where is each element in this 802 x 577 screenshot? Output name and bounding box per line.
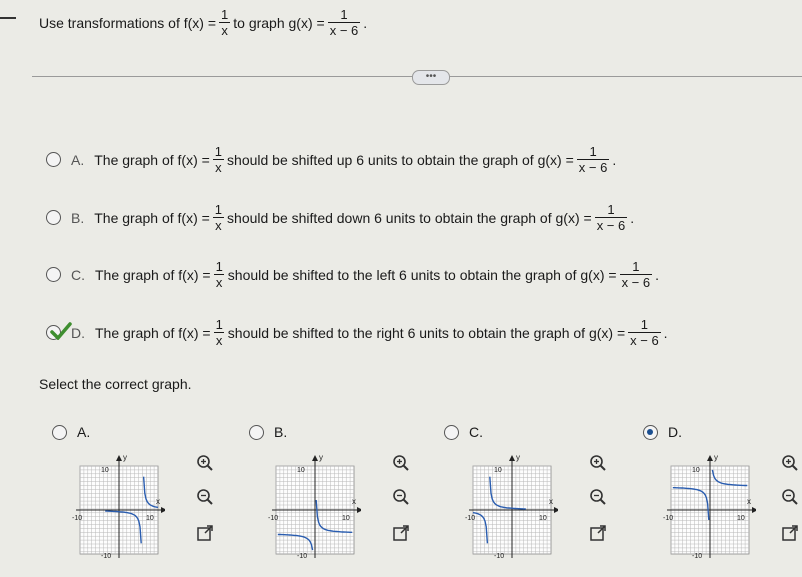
open-window-icon[interactable] xyxy=(781,524,799,542)
y-tick-label: -10 xyxy=(494,553,505,560)
graph-a xyxy=(70,448,165,563)
graph-choice-b[interactable]: B. xyxy=(249,424,287,440)
f-fraction: $\frac{1}{x}$ xyxy=(221,7,229,38)
x-arrow-icon xyxy=(161,507,165,513)
x-axis-label: x xyxy=(549,497,553,506)
option-d[interactable]: D. The graph of f(x) = $\frac{1}{x}$ should be shifted to the right 6 units to obtain the graph of g(x) = $\frac{1}{x - 6}$ . xyxy=(46,318,668,347)
graph-choice-d[interactable]: D. xyxy=(643,424,682,440)
x-tick-label: -10 xyxy=(72,515,83,522)
y-tick-label: -10 xyxy=(101,553,112,560)
option-c[interactable]: C. The graph of f(x) = $\frac{1}{x}$ should be shifted to the left 6 units to obtain the graph of g(x) = $\frac{1}{x - 6}$ . xyxy=(46,260,659,289)
zoom-in-icon[interactable] xyxy=(392,454,410,472)
more-button[interactable]: ••• xyxy=(412,70,450,85)
x-arrow-icon xyxy=(752,507,756,513)
x-tick-label: 10 xyxy=(737,515,745,522)
x-arrow-icon xyxy=(554,507,558,513)
x-tick-label: -10 xyxy=(663,515,674,522)
checkmark-icon xyxy=(50,322,72,340)
x-tick-label: -10 xyxy=(465,515,476,522)
y-arrow-icon xyxy=(116,455,122,461)
x-arrow-icon xyxy=(357,507,361,513)
option-a[interactable]: A. The graph of f(x) = $\frac{1}{x}$ should be shifted up 6 units to obtain the graph of g(x) = $\frac{1}{x - 6}$ . xyxy=(46,145,616,174)
zoom-in-icon[interactable] xyxy=(196,454,214,472)
graph-d xyxy=(661,448,756,563)
y-tick-label: -10 xyxy=(692,553,703,560)
graph-radio-a[interactable] xyxy=(52,425,67,440)
radio-c[interactable] xyxy=(46,267,61,282)
zoom-out-icon[interactable] xyxy=(589,488,607,506)
x-tick-label: 10 xyxy=(146,515,154,522)
graph-c xyxy=(463,448,558,563)
open-window-icon[interactable] xyxy=(196,524,214,542)
y-tick-label: 10 xyxy=(494,467,502,474)
graph-radio-d[interactable] xyxy=(643,425,658,440)
x-axis-label: x xyxy=(352,497,356,506)
zoom-out-icon[interactable] xyxy=(196,488,214,506)
dash-marker xyxy=(0,17,16,19)
x-tick-label: 10 xyxy=(539,515,547,522)
question-text: Use transformations of f(x) = $\frac{1}{x}$ to graph g(x) = $\frac{1}{x - 6}$ . xyxy=(39,7,368,38)
graph-choice-c[interactable]: C. xyxy=(444,424,483,440)
y-tick-label: 10 xyxy=(297,467,305,474)
x-axis-label: x xyxy=(747,497,751,506)
zoom-out-icon[interactable] xyxy=(392,488,410,506)
x-tick-label: -10 xyxy=(268,515,279,522)
graph-b xyxy=(266,448,361,563)
y-arrow-icon xyxy=(707,455,713,461)
zoom-in-icon[interactable] xyxy=(781,454,799,472)
x-axis-label: x xyxy=(156,497,160,506)
y-axis-label: y xyxy=(123,453,127,462)
option-b[interactable]: B. The graph of f(x) = $\frac{1}{x}$ should be shifted down 6 units to obtain the graph of g(x) = $\frac{1}{x - 6}$ . xyxy=(46,203,634,232)
graph-radio-b[interactable] xyxy=(249,425,264,440)
radio-a[interactable] xyxy=(46,152,61,167)
graph-radio-c[interactable] xyxy=(444,425,459,440)
y-arrow-icon xyxy=(509,455,515,461)
y-tick-label: 10 xyxy=(692,467,700,474)
y-axis-label: y xyxy=(319,453,323,462)
radio-b[interactable] xyxy=(46,210,61,225)
y-tick-label: 10 xyxy=(101,467,109,474)
y-arrow-icon xyxy=(312,455,318,461)
y-axis-label: y xyxy=(714,453,718,462)
x-tick-label: 10 xyxy=(342,515,350,522)
zoom-out-icon[interactable] xyxy=(781,488,799,506)
y-axis-label: y xyxy=(516,453,520,462)
zoom-in-icon[interactable] xyxy=(589,454,607,472)
open-window-icon[interactable] xyxy=(392,524,410,542)
open-window-icon[interactable] xyxy=(589,524,607,542)
graph-choice-a[interactable]: A. xyxy=(52,424,90,440)
select-prompt: Select the correct graph. xyxy=(39,376,192,392)
y-tick-label: -10 xyxy=(297,553,308,560)
g-fraction: $\frac{1}{x - 6}$ xyxy=(329,7,359,38)
